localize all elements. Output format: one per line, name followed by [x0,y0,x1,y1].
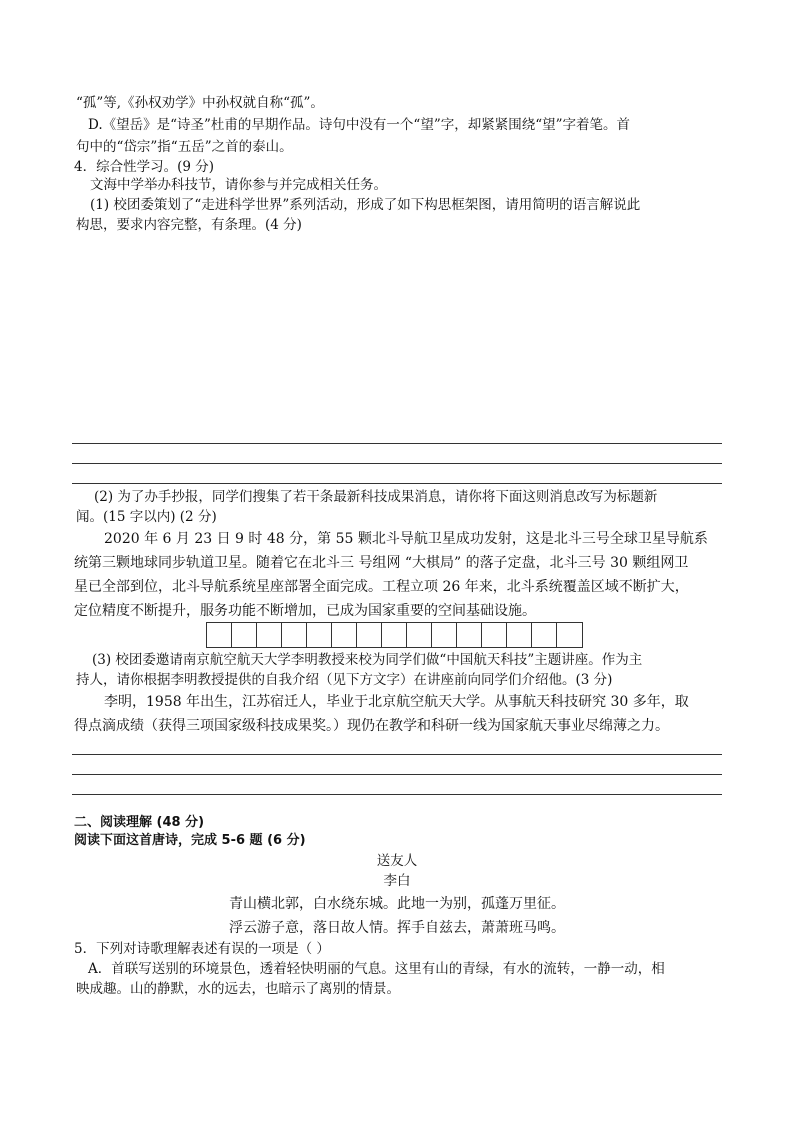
answer-cell[interactable] [257,623,282,647]
bio-paragraph-line: 李明，1958 年出生，江苏宿迁人，毕业于北京航空航天大学。从事航天科技研究 30 多年，取 [104,694,689,710]
option-d-line: 句中的“岱宗”指“五岳”之首的泰山。 [76,139,293,155]
news-paragraph-line: 定位精度不断提升，服务功能不断增加，已成为国家重要的空间基础设施。 [74,603,536,619]
answer-cell[interactable] [307,623,332,647]
answer-cell[interactable] [207,623,232,647]
news-paragraph-line: 2020 年 6 月 23 日 9 时 48 分，第 55 颗北斗导航卫星成功发射，这是北斗三号全球卫星导航系 [104,531,708,547]
section-2-subtitle: 阅读下面这首唐诗，完成 5-6 题 (6 分) [74,833,306,848]
poem-line: 浮云游子意，落日故人情。挥手自兹去，萧萧班马鸣。 [229,920,565,936]
news-paragraph-line: 星已全部到位，北斗导航系统星座部署全面完成。工程立项 26 年来，北斗系统覆盖区域不断扩大， [74,579,689,595]
answer-cell[interactable] [332,623,357,647]
task-1-line: 构思，要求内容完整，有条理。(4 分) [76,217,302,233]
answer-line[interactable] [72,483,722,484]
answer-cell[interactable] [532,623,557,647]
answer-cell[interactable] [432,623,457,647]
text-line: “孤”等,《孙权劝学》中孙权就自称“孤”。 [76,95,324,111]
answer-cell[interactable] [482,623,507,647]
poem-author: 李白 [383,873,411,889]
option-a-line: A．首联写送别的环境景色，透着轻快明丽的气息。这里有山的青绿，有水的流转，一静一动，相 [88,961,665,977]
task-3-line: (3) 校团委邀请南京航空航天大学李明教授来校为同学们做“中国航天科技”主题讲座。作为主 [92,652,643,668]
bio-paragraph-line: 得点滴成绩（获得三项国家级科技成果奖。）现仍在教学和科研一线为国家航天事业尽绵薄之力。 [74,718,669,734]
answer-cell[interactable] [407,623,432,647]
task-2-line: (2) 为了办手抄报，同学们搜集了若干条最新科技成果消息，请你将下面这则消息改写为标题新 [94,489,658,505]
task-3-line: 持人，请你根据李明教授提供的自我介绍（见下方文字）在讲座前向同学们介绍他。(3 分) [76,672,613,688]
question-4-intro: 文海中学举办科技节，请你参与并完成相关任务。 [90,177,387,193]
answer-cell[interactable] [232,623,257,647]
option-d-line: D.《望岳》是“诗圣”杜甫的早期作品。诗句中没有一个“望”字，却紧紧围绕“望”字着笔。首 [88,117,631,133]
answer-cell[interactable] [282,623,307,647]
answer-cell[interactable] [382,623,407,647]
headline-answer-grid[interactable] [206,622,583,648]
option-a-line: 映成趣。山的静默，水的远去，也暗示了离别的情景。 [76,981,400,997]
answer-cell[interactable] [557,623,582,647]
answer-line[interactable] [72,774,722,775]
task-1-line: (1) 校团委策划了“走进科学世界”系列活动，形成了如下构思框架图，请用简明的语言解说此 [90,197,641,213]
answer-cell[interactable] [507,623,532,647]
task-2-line: 闻。(15 字以内) (2 分) [76,509,217,525]
answer-cell[interactable] [357,623,382,647]
section-2-title: 二、阅读理解 (48 分) [74,815,205,830]
answer-line[interactable] [72,463,722,464]
news-paragraph-line: 统第三颗地球同步轨道卫星。随着它在北斗三 号组网 “大棋局” 的落子定盘，北斗三号 30 颗组网卫 [74,555,689,571]
question-4-title: 4．综合性学习。(9 分) [74,159,215,175]
answer-line[interactable] [72,754,722,755]
answer-line[interactable] [72,794,722,795]
poem-line: 青山横北郭，白水绕东城。此地一为别，孤蓬万里征。 [229,896,565,912]
answer-line[interactable] [72,443,722,444]
poem-title: 送友人 [376,853,418,869]
question-5-title: 5．下列对诗歌理解表述有误的一项是（ ） [74,941,330,957]
answer-cell[interactable] [457,623,482,647]
